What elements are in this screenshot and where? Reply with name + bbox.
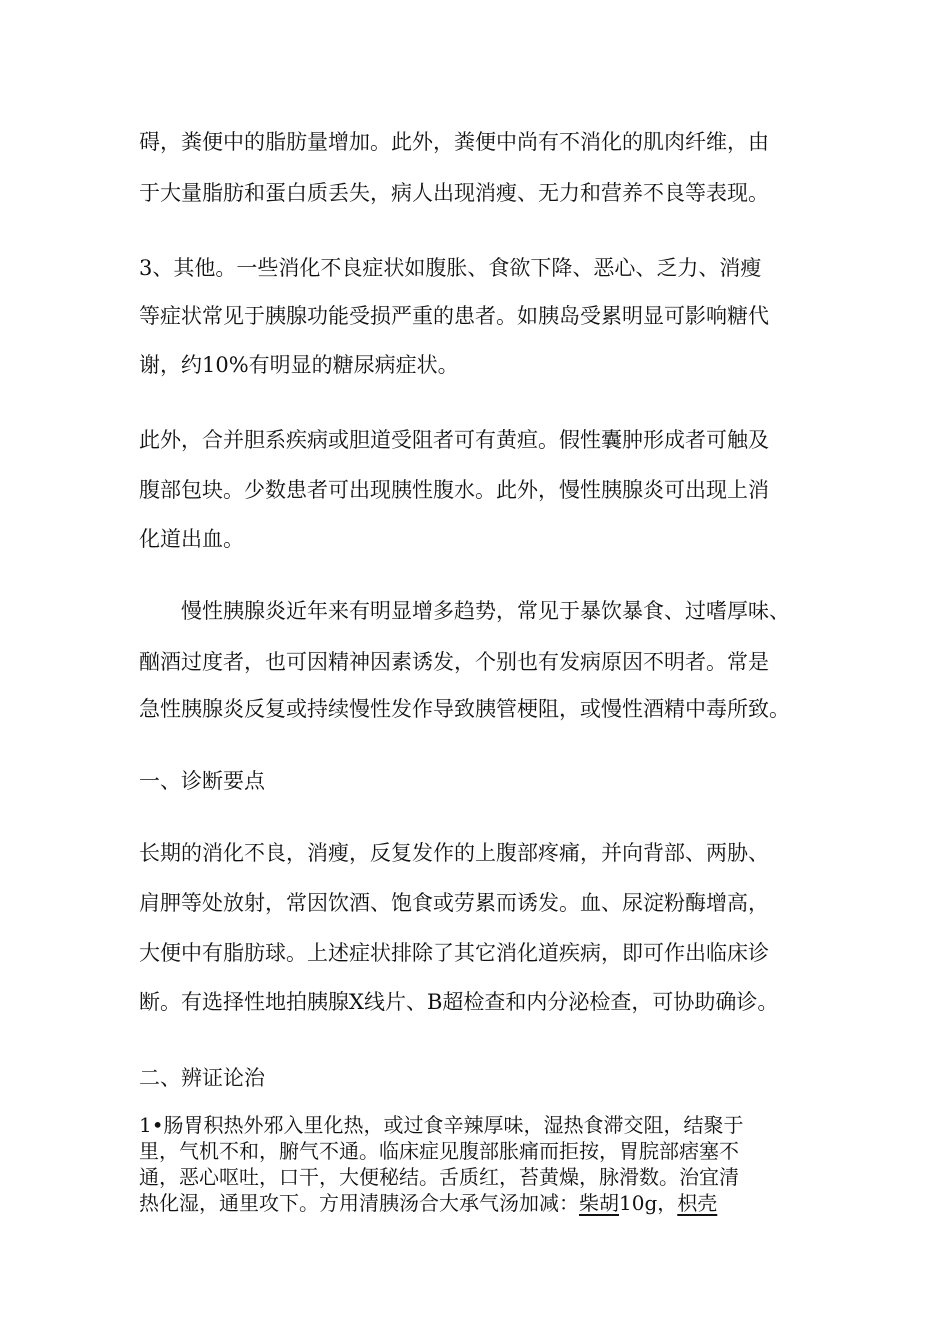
herb-link-zhiqiao: 枳壳 bbox=[677, 1191, 718, 1215]
text-line: 1•肠胃积热外邪入里化热，或过食辛辣厚味，湿热食滞交阻，结聚于 bbox=[139, 1113, 744, 1137]
text-line: 谢，约10%有明显的糖尿病症状。 bbox=[139, 353, 459, 377]
text-line: 急性胰腺炎反复或持续慢性发作导致胰管梗阻，或慢性酒精中毒所致。 bbox=[139, 697, 790, 721]
text-line: 碍，粪便中的脂肪量增加。此外，粪便中尚有不消化的肌肉纤维，由 bbox=[139, 130, 769, 154]
text-line: 长期的消化不良，消瘦，反复发作的上腹部疼痛，并向背部、两胁、 bbox=[139, 841, 769, 865]
text-line bbox=[139, 1193, 717, 1213]
text-line: 酗酒过度者，也可因精神因素诱发，个别也有发病原因不明者。常是 bbox=[139, 650, 769, 674]
text-segment: 10g， bbox=[619, 1191, 678, 1215]
text-line: 此外，合并胆系疾病或胆道受阻者可有黄疸。假性囊肿形成者可触及 bbox=[139, 428, 769, 452]
text-line: 腹部包块。少数患者可出现胰性腹水。此外，慢性胰腺炎可出现上消 bbox=[139, 478, 769, 502]
text-line: 肩胛等处放射，常因饮酒、饱食或劳累而诱发。血、尿淀粉酶增高， bbox=[139, 891, 769, 915]
section-heading: 二、辨证论治 bbox=[139, 1066, 265, 1090]
text-line: 化道出血。 bbox=[139, 527, 244, 551]
section-heading: 一、诊断要点 bbox=[139, 769, 265, 793]
herb-link-chaihu: 柴胡 bbox=[579, 1191, 619, 1215]
text-segment: 热化湿，通里攻下。方用清胰汤合大承气汤加减： bbox=[139, 1191, 579, 1215]
text-line: 慢性胰腺炎近年来有明显增多趋势，常见于暴饮暴食、过嗜厚味、 bbox=[181, 599, 790, 623]
text-line: 断。有选择性地拍胰腺X线片、B超检查和内分泌检查，可协助确诊。 bbox=[139, 990, 779, 1014]
text-line: 3、其他。一些消化不良症状如腹胀、食欲下降、恶心、乏力、消瘦 bbox=[139, 256, 762, 280]
text-line: 于大量脂肪和蛋白质丢失，病人出现消瘦、无力和营养不良等表现。 bbox=[139, 181, 769, 205]
text-line: 通，恶心呕吐，口干，大便秘结。舌质红，苔黄燥，脉滑数。治宜清 bbox=[139, 1165, 739, 1189]
text-line: 里，气机不和，腑气不通。临床症见腹部胀痛而拒按，胃脘部痞塞不 bbox=[139, 1139, 739, 1163]
text-line: 大便中有脂肪球。上述症状排除了其它消化道疾病，即可作出临床诊 bbox=[139, 941, 769, 965]
text-line: 等症状常见于胰腺功能受损严重的患者。如胰岛受累明显可影响糖代 bbox=[139, 304, 769, 328]
